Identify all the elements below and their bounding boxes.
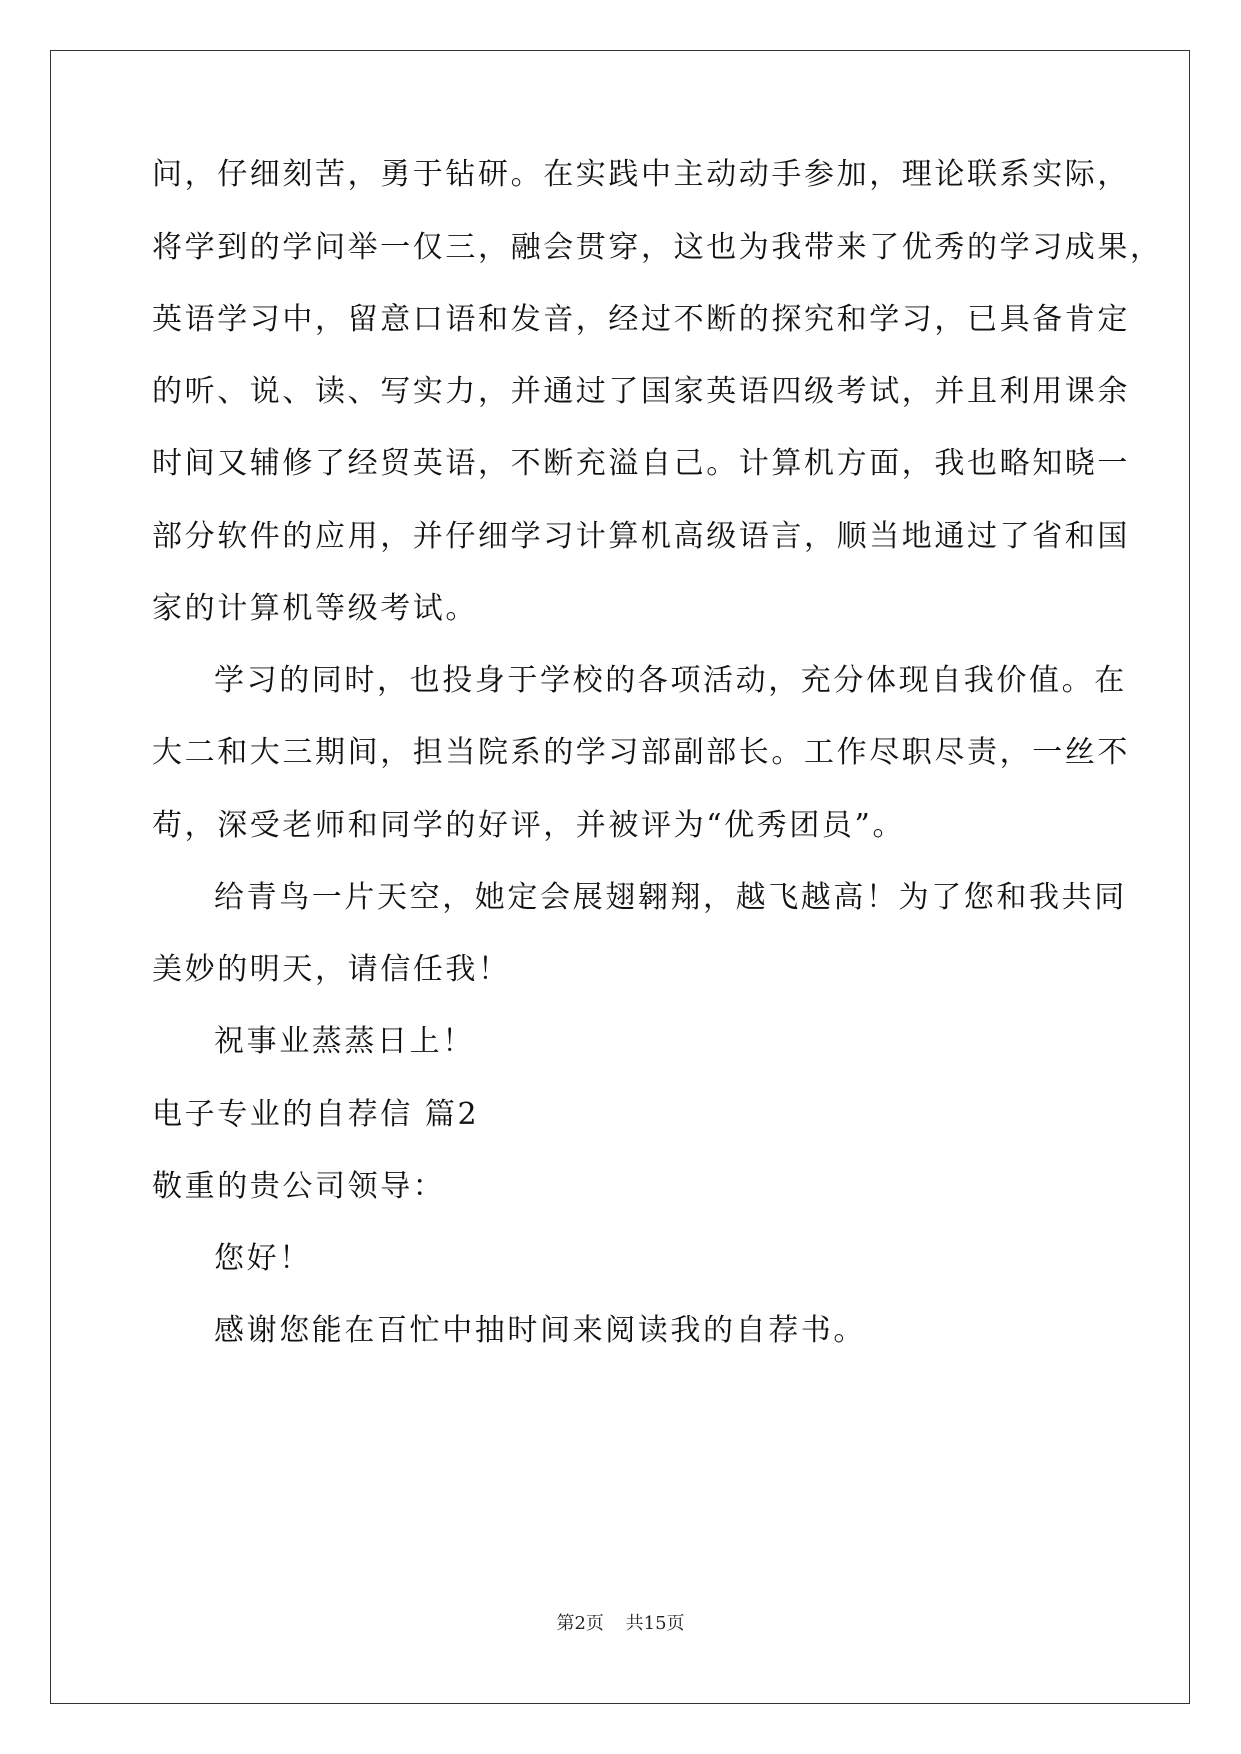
paragraph-line: 给青鸟一片天空，她定会展翅翱翔，越飞越高！为了您和我共同 [214,880,1127,915]
paragraph-line: 学习的同时，也投身于学校的各项活动，充分体现自我价值。在 [214,663,1127,698]
page-border [50,50,1190,1704]
page-footer [0,1612,1241,1636]
paragraph-line: 苟，深受老师和同学的好评，并被评为“优秀团员”。 [152,808,906,843]
paragraph-line: 问，仔细刻苦，勇于钻研。在实践中主动动手参加，理论联系实际， [152,157,1130,192]
paragraph-line: 时间又辅修了经贸英语，不断充溢自己。计算机方面，我也略知晓一 [152,446,1130,481]
page-total: 共15页 [625,1613,685,1634]
paragraph-line: 部分软件的应用，并仔细学习计算机高级语言，顺当地通过了省和国 [152,519,1130,554]
paragraph-line: 大二和大三期间，担当院系的学习部副部长。工作尽职尽责，一丝不 [152,735,1130,770]
paragraph-line: 将学到的学问举一仅三，融会贯穿，这也为我带来了优秀的学习成果， [152,230,1163,265]
section-title: 电子专业的自荐信 篇2 [152,1097,480,1132]
page-number: 第2页 [556,1613,604,1634]
paragraph-line: 美妙的明天，请信任我！ [152,952,511,987]
paragraph-line: 家的计算机等级考试。 [152,591,478,626]
closing-line: 祝事业蒸蒸日上！ [214,1024,475,1059]
salutation: 敬重的贵公司领导： [152,1169,446,1204]
paragraph-line: 的听、说、读、写实力，并通过了国家英语四级考试，并且利用课余 [152,374,1130,409]
greeting: 您好！ [214,1241,312,1276]
paragraph-line: 英语学习中，留意口语和发音，经过不断的探究和学习，已具备肯定 [152,302,1130,337]
intro-line: 感谢您能在百忙中抽时间来阅读我的自荐书。 [214,1313,866,1348]
